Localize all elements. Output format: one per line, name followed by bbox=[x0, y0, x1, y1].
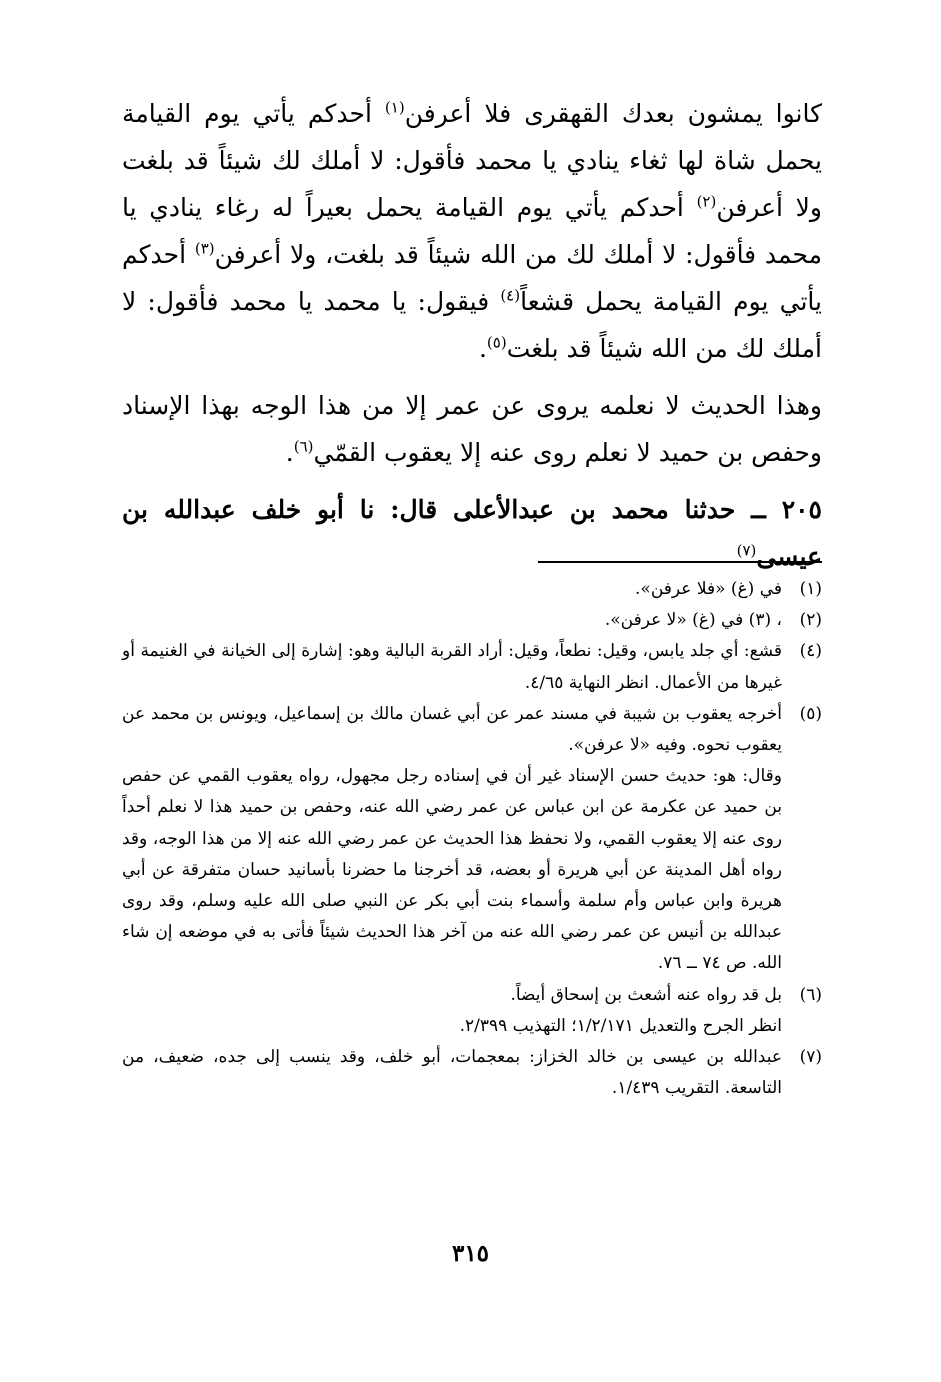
footnote-number: (١) bbox=[799, 579, 822, 599]
footnote-line: قشع: أي جلد يابس، وقيل: نطعاً، وقيل: أراد القربة البالية وهو: إشارة إلى الخيانة في الغنيمة أو غيرها من الأعمال. انظر النهاية ٤/٦٥. bbox=[122, 641, 782, 693]
footnote-line: انظر الجرح والتعديل ١/٢/١٧١؛ التهذيب ٢/٣٩٩. bbox=[459, 1015, 782, 1036]
main-paragraph-1 bbox=[122, 90, 822, 372]
text-run: أحدكم يأتي يوم القيامة يحمل شاة لها ثغاء ينادي يا محمد فأقول: لا أملك لك شيئاً قد بلغت ولا أعرفن bbox=[122, 99, 823, 222]
footnote-1 bbox=[122, 574, 822, 605]
text-run: أحدكم يأتي يوم القيامة يحمل قشعاً bbox=[122, 240, 822, 316]
footnote-number: (٧) bbox=[799, 1047, 822, 1068]
text-run: فيقول: يا محمد يا محمد فأقول: لا أملك لك من الله شيئاً قد بلغت bbox=[122, 287, 822, 363]
text-run: كانوا يمشون بعدك القهقرى فلا أعرفن bbox=[404, 99, 822, 128]
text-run: . bbox=[285, 438, 294, 467]
footnote-line: ، (٣) في (غ) «لا عرفن». bbox=[604, 610, 782, 631]
main-paragraph-2 bbox=[122, 382, 822, 476]
footnote-4 bbox=[122, 636, 822, 698]
footnote-line: في (غ) «فلا عرفن». bbox=[635, 579, 782, 599]
footnote-line: أخرجه يعقوب بن شيبة في مسند عمر عن أبي غسان مالك بن إسماعيل، ويونس بن محمد عن يعقوب نحوه. وفيه «لا عرفن». bbox=[122, 703, 782, 756]
footnote-number: (٤) bbox=[799, 641, 822, 662]
text-run: أحدكم يأتي يوم القيامة يحمل بعيراً له رغاء ينادي يا محمد فأقول: لا أملك لك من الله شيئاً قد بلغت، ولا أعرفن bbox=[122, 193, 822, 269]
hadith-number: ٢٠٥ bbox=[781, 495, 822, 524]
footnote-ref-1[interactable]: (١) bbox=[384, 98, 405, 117]
footnote-line: بل قد رواه عنه أشعث بن إسحاق أيضاً. bbox=[510, 984, 782, 1005]
text-run: . bbox=[478, 334, 487, 363]
footnote-line: عبدالله بن عيسى بن خالد الخزاز: بمعجمات، أبو خلف، وقد ينسب إلى جده، ضعيف، من التاسعة. التقريب ١/٤٣٩. bbox=[122, 1047, 782, 1099]
footnote-2 bbox=[122, 605, 822, 636]
footnotes bbox=[122, 574, 822, 1104]
footnote-ref-7[interactable]: (٧) bbox=[736, 541, 757, 560]
page-number: ٣١٥ bbox=[451, 1240, 490, 1267]
footnote-line: وقال: هو: حديث حسن الإسناد غير أن في إسناده رجل مجهول، رواه يعقوب القمي عن حفص بن حميد عن عكرمة عن ابن عباس عن عمر رضي الله عنه، وحفص بن حميد هذا لا نعلم أحداً روى عنه إلا يعقوب القمي، ولا نحفظ هذا الحديث عن عمر رضي الله عنه إلا من هذا الوجه، وقد رواه أهل المدينة عن أبي هريرة أو بعضه، قد أخرجنا ما حضرنا بأسانيد حسان متفرقة عن أبي هريرة وابن عباس وأم سلمة وأسماء بنت أبي بكر عن النبي صلى الله عليه وسلم، وقد روى عبدالله بن أنيس عن عمر رضي الله عنه من آخر هذا الحديث شيئاً فأتى به في موضعه إن شاء الله. ص ٧٤ ــ ٧٦. bbox=[122, 766, 782, 974]
footnote-ref-6[interactable]: (٦) bbox=[293, 437, 314, 456]
footnote-ref-2[interactable]: (٢) bbox=[696, 192, 717, 211]
footnote-text bbox=[122, 605, 782, 636]
footnote-7 bbox=[122, 1042, 822, 1104]
footnote-text bbox=[122, 1042, 782, 1104]
text-run: وهذا الحديث لا نعلمه يروى عن عمر إلا من هذا الوجه بهذا الإسناد وحفص بن حميد لا نعلم روى عنه إلا يعقوب القمّي bbox=[122, 391, 822, 467]
footnote-text bbox=[122, 980, 782, 1042]
footnote-text bbox=[122, 699, 782, 980]
footnote-text bbox=[122, 574, 782, 605]
footnote-text bbox=[122, 636, 782, 698]
footnote-6 bbox=[122, 980, 822, 1042]
footnote-ref-3[interactable]: (٣) bbox=[194, 239, 215, 258]
footnote-ref-5[interactable]: (٥) bbox=[486, 333, 507, 352]
footnote-number: (٥) bbox=[799, 703, 822, 724]
main-text bbox=[122, 90, 822, 580]
footnote-number: (٦) bbox=[799, 984, 822, 1005]
footnote-number: (٢) bbox=[799, 610, 822, 631]
footnote-5 bbox=[122, 699, 822, 980]
main-paragraph-3 bbox=[122, 486, 822, 580]
text-run: ــ حدثنا محمد بن عبدالأعلى قال: نا أبو خلف عبدالله بن عيسى bbox=[122, 495, 822, 571]
footnote-ref-4[interactable]: (٤) bbox=[500, 286, 521, 305]
footnote-divider bbox=[538, 561, 822, 563]
